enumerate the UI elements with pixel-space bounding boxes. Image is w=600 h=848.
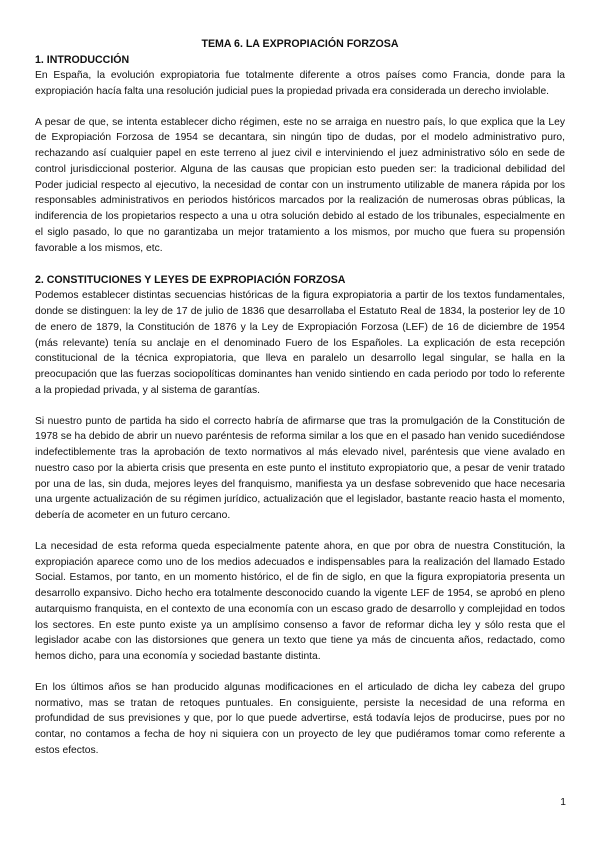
paragraph: A pesar de que, se intenta establecer dicho régimen, este no se arraiga en nuestro país, lo que explica que la Ley de Expropiación Forzosa de 1954 se decantara, sin ningún tipo de dudas, por el modelo administrativo puro, rechazando así cualquier papel en este terreno al juez civil e interviniendo el juez administrativo sólo en sede de control jurisdiccional posterior. Alguna de las causas que propician esto pueden ser: la tradicional debilidad del Poder judicial respecto al ejecutivo, la necesidad de contar con un instrumento utilizable de manera rápida por los responsables administrativos en periodos históricos marcados por la realización de numerosas obras públicas, la indiferencia de los propietarios respecto a una u otra solución debido al estado de los tribunales, especialmente en el siglo pasado, lo que no garantizaba un mejor tratamiento a los mismos, por mucho que fuera su propensión favorable a los mismos, etc. bbox=[35, 116, 565, 254]
section-spacer bbox=[35, 256, 565, 273]
section-introduccion bbox=[35, 53, 565, 256]
section-heading: 1. INTRODUCCIÓN bbox=[35, 54, 130, 66]
document-page bbox=[35, 37, 565, 759]
paragraph-spacer bbox=[35, 524, 565, 539]
paragraph-spacer bbox=[35, 665, 565, 680]
paragraph: En los últimos años se han producido algunas modificaciones en el articulado de dicha ley cabeza del grupo normativo, mas se tratan de retoques puntuales. En consiguiente, persiste la necesidad de una reforma en profundidad de sus previsiones y que, por lo que puede advertirse, está todavía lejos de producirse, pues por no contar, no contamos a fecha de hoy ni siquiera con un proyecto de ley que pudiéramos tomar como referente a estos efectos. bbox=[35, 681, 565, 756]
paragraph: La necesidad de esta reforma queda especialmente patente ahora, en que por obra de nuestra Constitución, la expropiación aparece como uno de los medios adecuados e indispensables para la realización del llamado Estado Social. Estamos, por tanto, en un momento histórico, el de fin de siglo, en que la figura expropiatoria presenta un desarrollo expansivo. Dicho hecho era totalmente desconocido cuando la vigente LEF de 1954, se aprobó en pleno autarquismo franquista, en el contexto de una economía con un escaso grado de desarrollo y complejidad en todos los sectores. En este punto existe ya un amplísimo consenso a favor de reformar dicha ley y sólo resta que el legislador acabe con las distorsiones que genera un texto que tiene ya más de cincuenta años, redactado, como hemos dicho, para una economía y sociedad bastante distinta. bbox=[35, 540, 565, 662]
paragraph: Podemos establecer distintas secuencias históricas de la figura expropiatoria a partir de los textos fundamentales, donde se distinguen: la ley de 17 de julio de 1836 que desarrollaba el Estatuto Real de 1834, la posterior ley de 10 de enero de 1879, la Constitución de 1876 y la Ley de Expropiación Forzosa (LEF) de 16 de diciembre de 1954 (más relevante) tenía su anclaje en el denominado Fuero de los Españoles. La explicación de esta recepción constitucional de la técnica expropiatoria, que lleva en paralelo un desarrollo legal singular, se halla en la preocupación que las fuerzas sociopolíticas dominantes han venido sintiendo en cada periodo por todo lo referente a la propiedad privada, y al sistema de garantías. bbox=[35, 290, 565, 396]
paragraph: En España, la evolución expropiatoria fue totalmente diferente a otros países como Francia, donde para la expropiación hacía falta una resolución judicial pues la propiedad privada era considerada un derecho inviolable. bbox=[35, 70, 565, 97]
paragraph-spacer bbox=[35, 100, 565, 115]
document-title: TEMA 6. LA EXPROPIACIÓN FORZOSA bbox=[201, 38, 399, 50]
section-constituciones bbox=[35, 273, 565, 758]
paragraph: Si nuestro punto de partida ha sido el correcto habría de afirmarse que tras la promulgación de la Constitución de 1978 se ha debido de abrir un nuevo paréntesis de reforma similar a los que en el pasado han venido sucediéndose indefectiblemente tras la aprobación de texto normativos al más elevado nivel, paréntesis que viene avalado en nuestro caso por la abierta crisis que presenta en este punto el instituto expropiatorio que, a pesar de venir tratado por una de las, sin duda, mejores leyes del franquismo, manifiesta ya un desfase sobrevenido que hace necesaria una urgente actualización de su régimen jurídico, actualización que el legislador, bastante reacio hasta el momento, debería de acometer en un futuro cercano. bbox=[35, 415, 565, 521]
section-heading: 2. CONSTITUCIONES Y LEYES DE EXPROPIACIÓN FORZOSA bbox=[35, 274, 346, 287]
page-number: 1 bbox=[560, 797, 566, 808]
paragraph-spacer bbox=[35, 399, 565, 414]
